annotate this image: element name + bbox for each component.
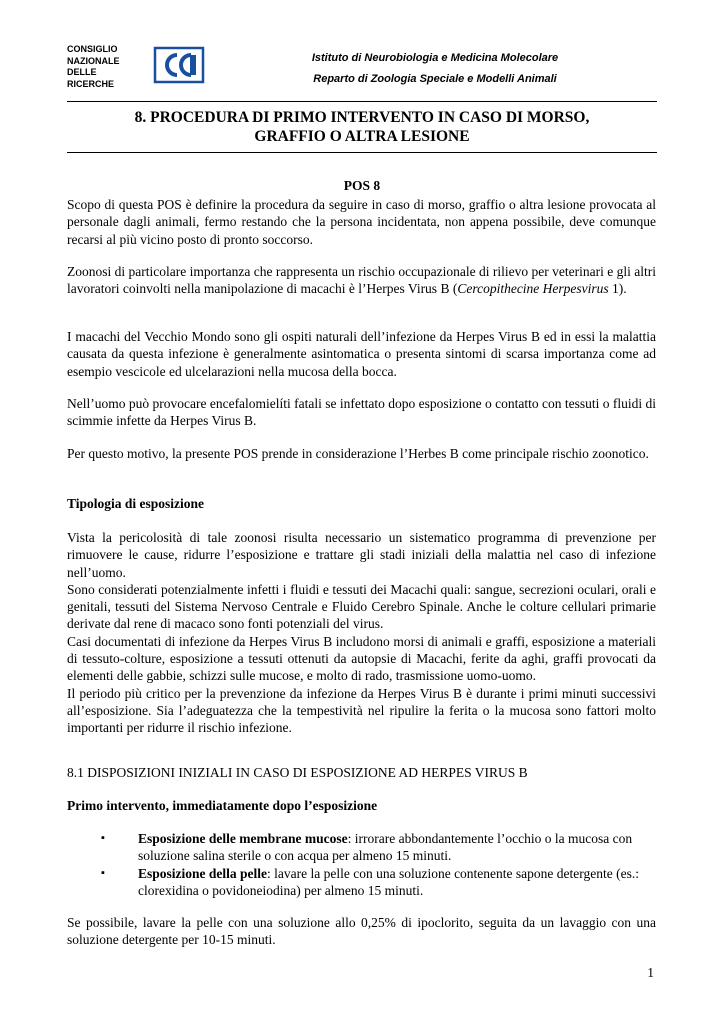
org-line: DELLE	[67, 67, 97, 77]
divider	[67, 101, 657, 102]
exposure-text: Il periodo più critico per la prevenzione da infezione da Herpes Virus B è durante i primi minuti successivi all’esposizione. Sia l’adeguatezza che la tempestività nel ripulire la ferita o la mucosa sono fattori molto importanti per ridurre il rischio infezione.	[67, 685, 656, 736]
bullet-icon: ▪	[101, 866, 105, 879]
subheading-first-aid: Primo intervento, immediatamente dopo l’esposizione	[67, 798, 378, 813]
text-fragment: Zoonosi di particolare importanza che rappresenta un rischio occupazionale di rilievo per veterinari e gli altri lavoratori coinvolti nella manipolazione di macachi è l’Herpes Virus B (	[67, 264, 656, 297]
paragraph-closing: Se possibile, lavare la pelle con una soluzione allo 0,25% di ipoclorito, seguita da un lavaggio con una soluzione detergente per 10-15 minuti.	[67, 915, 656, 948]
title-line: 8. PROCEDURA DI PRIMO INTERVENTO IN CASO DI MORSO,	[134, 109, 590, 126]
page-title	[67, 108, 657, 146]
list-item	[67, 830, 656, 865]
page-number: 1	[647, 965, 654, 980]
section-heading: Tipologia di esposizione	[67, 496, 205, 511]
list-item	[67, 865, 656, 900]
section-heading-8-1: 8.1 DISPOSIZIONI INIZIALI IN CASO DI ESPOSIZIONE AD HERPES VIRUS B	[67, 765, 528, 780]
divider	[67, 152, 657, 153]
institute-name: Istituto di Neurobiologia e Medicina Molecolare	[311, 52, 559, 64]
org-line: CONSIGLIO	[67, 44, 118, 54]
text-fragment: 1).	[608, 281, 627, 297]
exposure-paragraph	[67, 529, 656, 737]
department-name: Reparto di Zoologia Speciale e Modelli Animali	[313, 73, 557, 85]
bullet-icon: ▪	[101, 832, 105, 844]
species-name: Cercopithecine Herpesvirus	[457, 281, 609, 297]
org-line: NAZIONALE	[67, 55, 120, 66]
paragraph-scope-risk: Per questo motivo, la presente POS prende in considerazione l’Herbes B come principale rischio zoonotico.	[67, 446, 649, 461]
exposure-text: Sono considerati potenzialmente infetti i fluidi e tessuti dei Macachi quali: sangue, secrezioni oculari, orali e genitali, tessuti del Sistema Nervoso Centrale e Fluido Cerebro Spinale. Anche le colture cellulari primarie derivate dal rene di macaco sono fonti potenziali del virus.	[67, 581, 656, 632]
paragraph-scope: Scopo di questa POS è definire la procedura da seguire in caso di morso, graffio o altra lesione provocata al personale dagli animali, fermo restando che la persona incidentata, non appena possibile, deve comunque recarsi al più vicino posto di pronto soccorso.	[67, 197, 656, 247]
org-line: RICERCHE	[67, 78, 115, 89]
organization-name	[67, 44, 120, 90]
exposure-text: Casi documentati di infezione da Herpes Virus B includono morsi di animali e graffi, esposizione a materiali di tessuto-colture, esposizione a tessuti ottenuti da autopsie di Macachi, ferite da aghi, graffi provocati da elementi delle gabbie, schizzi sulle mucose, e molto di rado, trasmissione uomo-uomo.	[67, 633, 656, 684]
title-line: GRAFFIO O ALTRA LESIONE	[254, 128, 470, 145]
exposure-text: Vista la pericolosità di tale zoonosi risulta necessario un sistematico programma di prevenzione per rimuovere le cause, ridurre l’esposizione e trattare gli stadi iniziali della malattia nel caso di infezione nell’uomo.	[67, 530, 656, 580]
item-text: : irrorare abbondantemente l’occhio o la mucosa con soluzione salina sterile o con acqua per almeno 15 minuti.	[138, 831, 633, 864]
paragraph-macaques: I macachi del Vecchio Mondo sono gli ospiti naturali dell’infezione da Herpes Virus B ed in essi la malattia causata da questa infezione è generalmente asintomatica o presenta sintomi di scarsa importanza come ad esempio vescicole ed ulcelarazioni nella mucosa della bocca.	[67, 329, 656, 379]
item-text: : lavare la pelle con una soluzione contenente sapone detergente (es.: clorexidina o povidoneiodina) per almeno 15 minuti.	[138, 865, 639, 898]
item-label: Esposizione della pelle	[138, 865, 268, 881]
first-aid-list	[67, 830, 656, 899]
pos-label: POS 8	[343, 178, 381, 193]
item-label: Esposizione delle membrane mucose	[138, 831, 348, 846]
paragraph-human: Nell’uomo può provocare encefalomielíti fatali se infettato dopo esposizione o contatto con tessuti o fluidi di scimmie infette da Herpes Virus B.	[67, 396, 656, 429]
paragraph-zoonosis	[67, 263, 656, 298]
cnr-logo	[153, 46, 205, 84]
